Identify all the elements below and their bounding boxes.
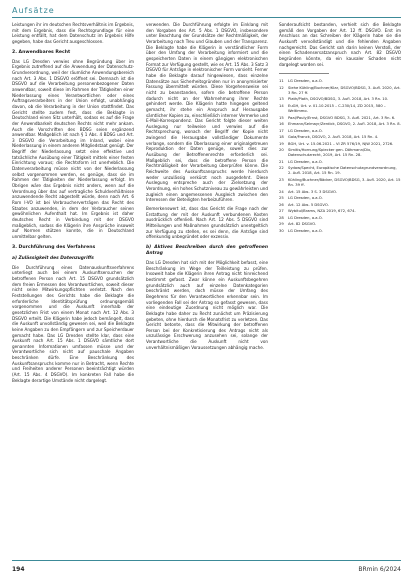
footnote — [279, 116, 401, 121]
footnote-number: 16 — [279, 122, 284, 127]
footnote-number: 12 — [279, 85, 284, 90]
footnote-text: BGH, Urt. v. 15.06.2021 – VI ZR 576/19, NJW 2021, 2726. — [288, 141, 394, 146]
footnote-number: 13 — [279, 97, 284, 102]
footnote-text: Art. 82 DSGVO. — [288, 222, 317, 227]
footnote-number: 23 — [279, 178, 284, 182]
footnote-text: LG Dresden, a.a.O. — [288, 215, 323, 220]
header-divider — [12, 17, 401, 18]
footnote — [279, 190, 401, 195]
footnote-number: 26 — [279, 202, 284, 207]
footnote — [279, 148, 401, 158]
footnote — [279, 122, 401, 127]
footnote-number: 15 — [279, 115, 284, 120]
body-paragraph: Die Durchführung eines Datenauskunftsverfahrens unterliegt auch bei einem Auskunftsersuchen der betroffenen Person nach Art. 15 DSGVO grundsätzlich dem freien Ermessen des Verantwortlichen, soweit dieser nicht seine Mitwirkungspflichten verletzt. Nach den Feststellungen des Gerichts habe die Beklagte die erforderliche Identitätsprüfung ordnungsgemäß vorgenommen und die Auskunft innerhalb der gesetzlichen Frist von einem Monat nach Art. 12 Abs. 3 DSGVO erteilt. Die Klägerin habe jedoch bemängelt, dass die Auskunft unvollständig gewesen sei, weil die Beklagte keine Angaben zu den Empfängern und zur Speicherdauer gemacht habe. Das LG Dresden stellte klar, dass eine Auskunft nach Art. 15 Abs. 1 DSGVO sämtliche dort genannten Informationen umfassen müsse und der Verantwortliche sich nicht auf pauschale Angaben beschränken dürfe. Eine Beschränkung des Auskunftsanspruchs komme nur in Betracht, wenn Rechte und Freiheiten anderer Personen beeinträchtigt würden (Art. 15 Abs. 4 DSGVO). Im konkreten Fall habe die Beklagte derartige Umstände nicht dargelegt. — [12, 264, 134, 383]
footnote-text: Sydow/Specht, Europäische Datenschutzgrundverordnung, 2. Aufl. 2018, Art. 15 Rn. 19. — [288, 166, 397, 176]
footnote — [279, 135, 401, 140]
journal-reference: BRmin 6/2024 — [358, 566, 401, 573]
section-heading: a) Zulässigkeit des Datenzugriffs — [12, 255, 94, 261]
footnote-number: 24 — [279, 189, 284, 194]
footnote — [279, 86, 401, 96]
footnote-text: LG Dresden, a.a.O. — [288, 128, 323, 133]
footnote-number: 28 — [279, 215, 284, 220]
section-heading: 2. Anwendbares Recht — [12, 49, 71, 55]
footnote-text: EuGH, Urt. v. 01.10.2015 – C-230/14, ZD 2015, 580 – Weltimmo. — [288, 103, 386, 113]
right-column-body — [279, 22, 401, 67]
section-heading: b) Aktives Beschreiben durch den getroffenen Antrag — [146, 244, 268, 256]
body-paragraph: Das LG Dresden verwies ohne Begründung über im Ergebnis zutreffend auf die Anwendung der Datenschutz-Grundverordnung, weil der räumliche Anwendungsbereich nach Art. 3 Abs. 1 DSGVO eröffnet sei. Demnach ist die DSGVO auf die Verarbeitung personenbezogener Daten anwendbar, soweit diese im Rahmen der Tätigkeiten einer Niederlassung eines Verantwortlichen oder eines Auftragsverarbeiters in der Union erfolgt, unabhängig davon, ob die Verarbeitung in der Union stattfindet. Das Gericht stellte zudem fest, dass die Beklagte in Deutschland einen Sitz unterhält, sodass es auf die Frage der Anwendbarkeit deutschen Rechts nicht mehr ankam. Auch die Vorschriften des BDSG seien ergänzend anwendbar. Maßgeblich ist nach § 1 Abs. 4 BDSG und Art. 3 DSGVO die Verarbeitung im Inland, wobei eine Niederlassung in einem anderen Mitgliedstaat genügt. Der Begriff der Niederlassung setzt eine effektive und tatsächliche Ausübung einer Tätigkeit mittels einer festen Einrichtung voraus; die Rechtsform ist unerheblich. Die Datenverarbeitung müsse nicht von der Niederlassung selbst vorgenommen werden, es genüge, dass sie im Rahmen der Tätigkeiten der Niederlassung erfolgt. Im Übrigen wäre das Ergebnis nicht anders, wenn auf die Verordnung über das auf vertragliche Schuldverhältnisse anzuwendende Recht abgestellt würde, denn nach Art. 6 Rom I-VO ist bei Verbraucherverträgen das Recht des Staates anzuwenden, in dem der Verbraucher seinen gewöhnlichen Aufenthalt hat. Im Ergebnis ist daher deutsches Recht in Verbindung mit der DSGVO maßgeblich, sodass die Klägerin ihre Ansprüche insoweit auf Normen stützen konnte, die in Deutschland unmittelbar gelten. — [12, 58, 134, 239]
footnote-number: 27 — [279, 209, 284, 214]
footnote — [279, 142, 401, 147]
footnote-text: Gola/Franck, DSGVO, 2. Aufl. 2018, Art. 15 Rn. 4. — [288, 135, 379, 140]
footnote — [279, 79, 401, 84]
footnote-number: 20 — [279, 148, 284, 153]
footnote-number: 29 — [279, 222, 284, 227]
footnote — [279, 160, 401, 165]
footnote-text: Ehmann/Selmayr/Zerdick, DSGVO, 2. Aufl. 2018, Art. 3 Rn. 8. — [288, 122, 401, 127]
footnotes — [279, 79, 401, 234]
footnote-text: LG Dresden, a.a.O. — [288, 79, 323, 84]
page-number: 194 — [12, 566, 25, 573]
footnote-number: 30 — [279, 228, 284, 233]
footnote-text: Plath/Plath, DSGVO/BDSG, 3. Aufl. 2018, Art. 3 Rn. 10. — [288, 97, 389, 102]
footnote-text: Art. 12 Abs. 5 DSGVO. — [288, 202, 329, 207]
footnote-number: 18 — [279, 135, 284, 140]
footnote-number: 21 — [279, 159, 284, 164]
footnote — [279, 209, 401, 214]
footnote — [279, 178, 401, 188]
footnote-number: 22 — [279, 166, 284, 171]
footnote-text: Paal/Pauly/Ernst, DSGVO BDSG, 3. Aufl. 2021, Art. 3 Rn. 6. — [288, 115, 396, 120]
section-label: Aufsätze — [12, 6, 55, 15]
footnote-number: 11 — [279, 79, 284, 84]
body-paragraph: verwenden. Die Durchführung erfolgte im Einklang mit den Vorgaben des Art. 5 Abs. 1 DSGVO, insbesondere unter Beachtung der Grundsätze der Rechtmäßigkeit, der Verarbeitung nach Treu und Glauben und der Transparenz. Die Beklagte habe die Klägerin in verständlicher Form über den Umfang der Verarbeitung informiert und die gespeicherten Daten in einem gängigen elektronischen Format zur Verfügung gestellt, wie es Art. 15 Abs. 3 Satz 3 DSGVO für Anträge in elektronischer Form vorsieht. Ferner habe die Beklagte darauf hingewiesen, dass einzelne Datensätze aus Sicherheitsgründen nur in anonymisierter Fassung übermittelt würden. Diese Vorgehensweise sei nicht zu beanstanden, sofern die betroffene Person dadurch nicht an der Wahrnehmung ihrer Rechte gehindert werde. Die Klägerin hatte hingegen geltend gemacht, ihr stehe ein Anspruch auf Herausgabe sämtlicher Kopien zu, einschließlich interner Vermerke und E-Mail-Korrespondenz. Das Gericht folgte dieser weiten Auslegung nur teilweise und verwies auf die Rechtsprechung, wonach der Begriff der Kopie nicht zwingend die Herausgabe vollständiger Dokumente verlange, sondern die Überlassung einer originalgetreuen Reproduktion der Daten genüge, soweit dies zur Ausübung der Betroffenenrechte erforderlich sei. Maßgeblich sei, dass die betroffene Person die Rechtmäßigkeit der Verarbeitung überprüfen könne. Die Reichweite des Auskunftsanspruchs werde hierdurch weder unzulässig verkürzt noch ausgedehnt. Diese Auslegung entspreche auch der Zielsetzung der Verordnung, ein hohes Schutzniveau zu gewährleisten und zugleich einen angemessenen Ausgleich zwischen den Interessen der Beteiligten herbeizuführen. — [146, 22, 268, 203]
body-paragraph: Sonderaufsicht bestanden, verhielt sich die Beklagte gemäß den Vorgaben der Art. 12 ff. DSGVO. Erst im Anschluss an das Schreiben der Klägerin habe sie die Auskunft vervollständigt und die fehlenden Angaben nachgereicht. Das Gericht sah darin keinen Verstoß, der einen Schadensersatzanspruch nach Art. 82 DSGVO begründen könnte, da ein kausaler Schaden nicht dargelegt worden sei. — [279, 22, 401, 67]
section-heading: 3. Durchführung des Verfahrens — [12, 244, 96, 250]
body-paragraph: Das LG Dresden hat sich mit der Möglichkeit befasst, eine Beschränkung im Wege der Teilleistung zu prüfen. Insoweit habe die Klägerin ihren Antrag nicht hinreichend bestimmt gefasst. Zwar könne ein Auskunftsbegehren grundsätzlich auch auf einzelne Datenkategorien beschränkt werden, doch müsse der Umfang des Begehrens für den Verantwortlichen erkennbar sein. Im vorliegenden Fall sei der Antrag so gefasst gewesen, dass eine eindeutige Zuordnung nicht möglich war. Die Beklagte habe daher zu Recht zunächst um Präzisierung gebeten, ohne hierdurch die Monatsfrist zu verletzen. Das Gericht betonte, dass die Mitwirkung der betroffenen Person bei der Konkretisierung des Antrags nicht als unzulässige Erschwerung anzusehen sei, solange der Verantwortliche die Auskunft nicht von unverhältnismäßigen Voraussetzungen abhängig mache. — [146, 259, 268, 350]
footnote-number: 14 — [279, 103, 284, 108]
footnote-number: 25 — [279, 196, 284, 201]
footnote-number: 19 — [279, 141, 284, 146]
footnote — [279, 222, 401, 227]
footnote-text: Wybitul/Brams, NZA 2019, 672, 674. — [288, 209, 356, 214]
body-paragraph: Leistungen ihr im deutschen Rechtsverhältnis im Ergebnis, mit dem Ergebnis, dass die Rechtsgrundlage für eine Leistung entfällt, hat dem Datenschutz im Ergebnis Hilfe gegeben, habe das Gericht ausgeschlossen. — [12, 22, 134, 44]
footnote — [279, 196, 401, 201]
footnote — [279, 97, 401, 102]
footer-divider — [12, 560, 401, 561]
footnote — [279, 229, 401, 234]
footnote — [279, 166, 401, 176]
footnote-text: Kühling/Buchner/Bäcker, DSGVO/BDSG, 3. Aufl. 2020, Art. 15 Rn. 39 ff. — [288, 178, 401, 188]
footnote-text: LG Dresden, a.a.O. — [288, 159, 323, 164]
footnote-text: Siehe Kühling/Buchner/Klar, DSGVO/BDSG, 3. Aufl. 2020, Art. 3 Rn. 27 ff. — [288, 85, 401, 95]
footnote-divider — [279, 73, 329, 74]
text-column-middle — [146, 22, 268, 549]
footnote — [279, 203, 401, 208]
body-paragraph: Bemerkenswert ist, dass das Gericht die Frage nach der Erstattung der mit der Auskunft verbundenen Kosten ausdrücklich offenließ. Nach Art. 12 Abs. 5 DSGVO sind Mitteilungen und Maßnahmen grundsätzlich unentgeltlich zur Verfügung zu stellen, es sei denn, die Anträge sind offenkundig unbegründet oder exzessiv. — [146, 206, 268, 240]
text-column-left — [12, 22, 134, 549]
footnote — [279, 104, 401, 114]
footnote — [279, 129, 401, 134]
footnote — [279, 216, 401, 221]
footnote-text: LG Dresden, a.a.O. — [288, 196, 323, 201]
footnote-text: Simitis/Hornung/Spiecker gen. Döhmann/Dix, Datenschutzrecht, 2019, Art. 15 Rn. 28. — [288, 148, 372, 158]
text-column-right — [279, 22, 401, 549]
footnote-text: LG Dresden, a.a.O. — [288, 228, 323, 233]
footnote-number: 17 — [279, 128, 284, 133]
footnote-text: Art. 15 Abs. 3 S. 3 DSGVO. — [288, 189, 337, 194]
